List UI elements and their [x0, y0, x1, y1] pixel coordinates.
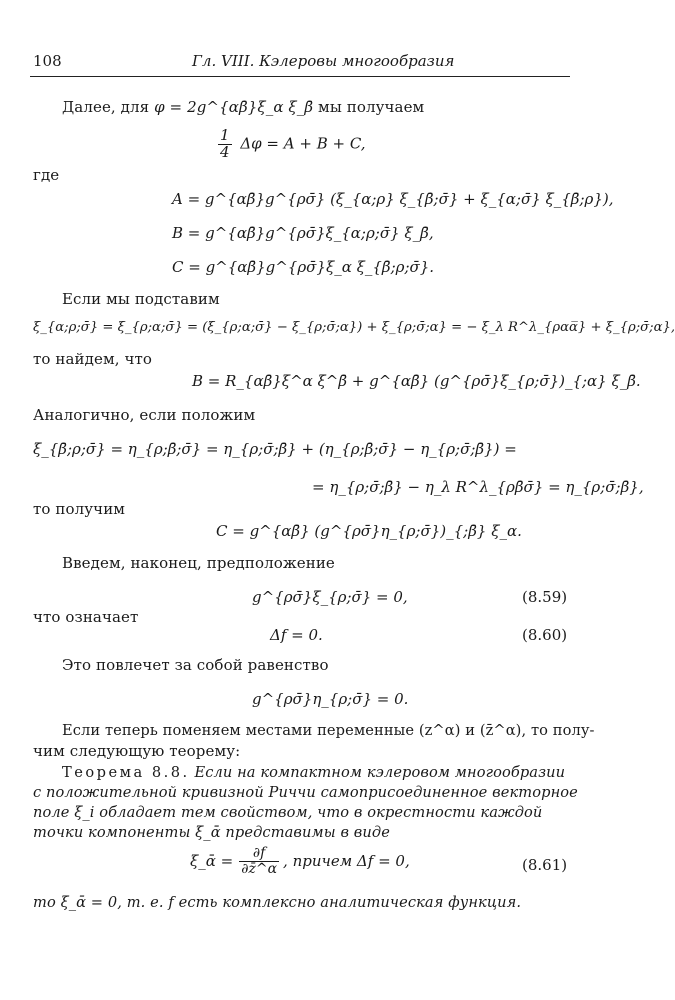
equation-861-rest: , причем Δf = 0,: [283, 852, 410, 871]
conclusion-line: то ξ_ᾱ = 0, т. е. f есть комплексно аналитическая функция.: [33, 894, 522, 911]
equation-substitution: ξ_{α;ρ;σ̄} = ξ_{ρ;α;σ̄} = (ξ_{ρ;α;σ̄} − ξ_{ρ;σ̄;α}) + ξ_{ρ;σ̄;α} = − ξ_λ R^λ_{ραα̅} + ξ_{ρ;σ̄;α},: [33, 320, 675, 335]
entails-text: Это повлечет за собой равенство: [62, 656, 329, 674]
equation-number-860: (8.60): [522, 626, 568, 644]
page-number: 108: [33, 52, 62, 70]
equation-laplacian-phi: [218, 128, 366, 161]
then-get-text: то получим: [33, 500, 126, 518]
introduce-text: Введем, наконец, предположение: [62, 554, 335, 572]
equation-B: B = g^{αβ̄}g^{ρσ̄}ξ_{α;ρ;σ̄} ξ_β̄,: [172, 224, 434, 242]
then-find-text: то найдем, что: [33, 350, 152, 368]
fraction-df-dzbar: [239, 846, 279, 876]
fraction-one-quarter: [218, 128, 232, 161]
swap-line-2: чим следующую теорему:: [33, 742, 241, 760]
equation-number-861: (8.61): [522, 856, 568, 874]
equation-861: [190, 846, 410, 876]
equation-eta: g^{ρσ̄}η_{ρ;σ̄} = 0.: [252, 690, 409, 708]
equation-C: C = g^{αβ̄}g^{ρσ̄}ξ_α ξ_{β̄;ρ;σ̄}.: [172, 258, 435, 276]
intro-line: [62, 98, 424, 116]
theorem-label: Теорема 8.8.: [62, 764, 190, 781]
which-means-text: что означает: [33, 608, 139, 626]
equation-number-859: (8.59): [522, 588, 568, 606]
theorem-line-3: поле ξ_i обладает тем свойством, что в окрестности каждой: [33, 804, 543, 821]
theorem-line-1: [62, 764, 565, 781]
fraction-numerator-df: ∂f: [252, 845, 266, 861]
header-rule: [30, 76, 570, 77]
if-substitute-text: Если мы подставим: [62, 290, 220, 308]
running-title: Гл. VIII. Кэлеровы многообразия: [192, 52, 455, 70]
intro-text: Далее, для: [62, 98, 150, 116]
fraction-denominator: 4: [220, 142, 230, 161]
intro-tail: мы получаем: [318, 98, 425, 116]
equation-similar-line1: ξ_{β̄;ρ;σ̄} = η_{ρ;β̄;σ̄} = η_{ρ;σ̄;β̄} + (η_{ρ;β̄;σ̄} − η_{ρ;σ̄;β̄}) =: [33, 440, 517, 458]
equation-859: g^{ρσ̄}ξ_{ρ;σ̄} = 0,: [252, 588, 408, 606]
where-text: где: [33, 166, 60, 184]
theorem-line-2: с положительной кривизной Риччи самоприсоединенное векторное: [33, 784, 578, 801]
equation-rhs: Δφ = A + B + C,: [240, 134, 366, 153]
theorem-text-1: Если на компактном кэлеровом многообразии: [194, 764, 566, 781]
fraction-denominator-dz: ∂z̄^α: [241, 860, 278, 877]
theorem-line-4: точки компоненты ξ_ᾱ представимы в виде: [33, 824, 390, 841]
equation-C-result: C = g^{αβ̄} (g^{ρσ̄}η_{ρ;σ̄})_{;β̄} ξ_α.: [216, 522, 522, 540]
equation-similar-line2: = η_{ρ;σ̄;β̄} − η_λ R^λ_{ρβ̄σ̄} = η_{ρ;σ̄;β̄},: [312, 478, 644, 496]
equation-861-lhs: ξ_ᾱ =: [190, 852, 234, 871]
equation-A: A = g^{αβ̄}g^{ρσ̄} (ξ_{α;ρ} ξ_{β̄;σ̄} + ξ_{α;σ̄} ξ_{β̄;ρ}),: [172, 190, 614, 208]
similarly-text: Аналогично, если положим: [33, 406, 256, 424]
phi-definition: φ = 2g^{αβ̄}ξ_α ξ_β̄: [154, 98, 314, 116]
equation-B-result: B = R_{αβ̄}ξ^α ξ^β̄ + g^{αβ̄} (g^{ρσ̄}ξ_{ρ;σ̄})_{;α} ξ_β̄.: [192, 372, 641, 390]
equation-860: Δf = 0.: [270, 626, 323, 644]
swap-line-1: Если теперь поменяем местами переменные (z^α) и (z̄^α), то полу-: [62, 722, 595, 739]
fraction-numerator: 1: [220, 126, 230, 144]
